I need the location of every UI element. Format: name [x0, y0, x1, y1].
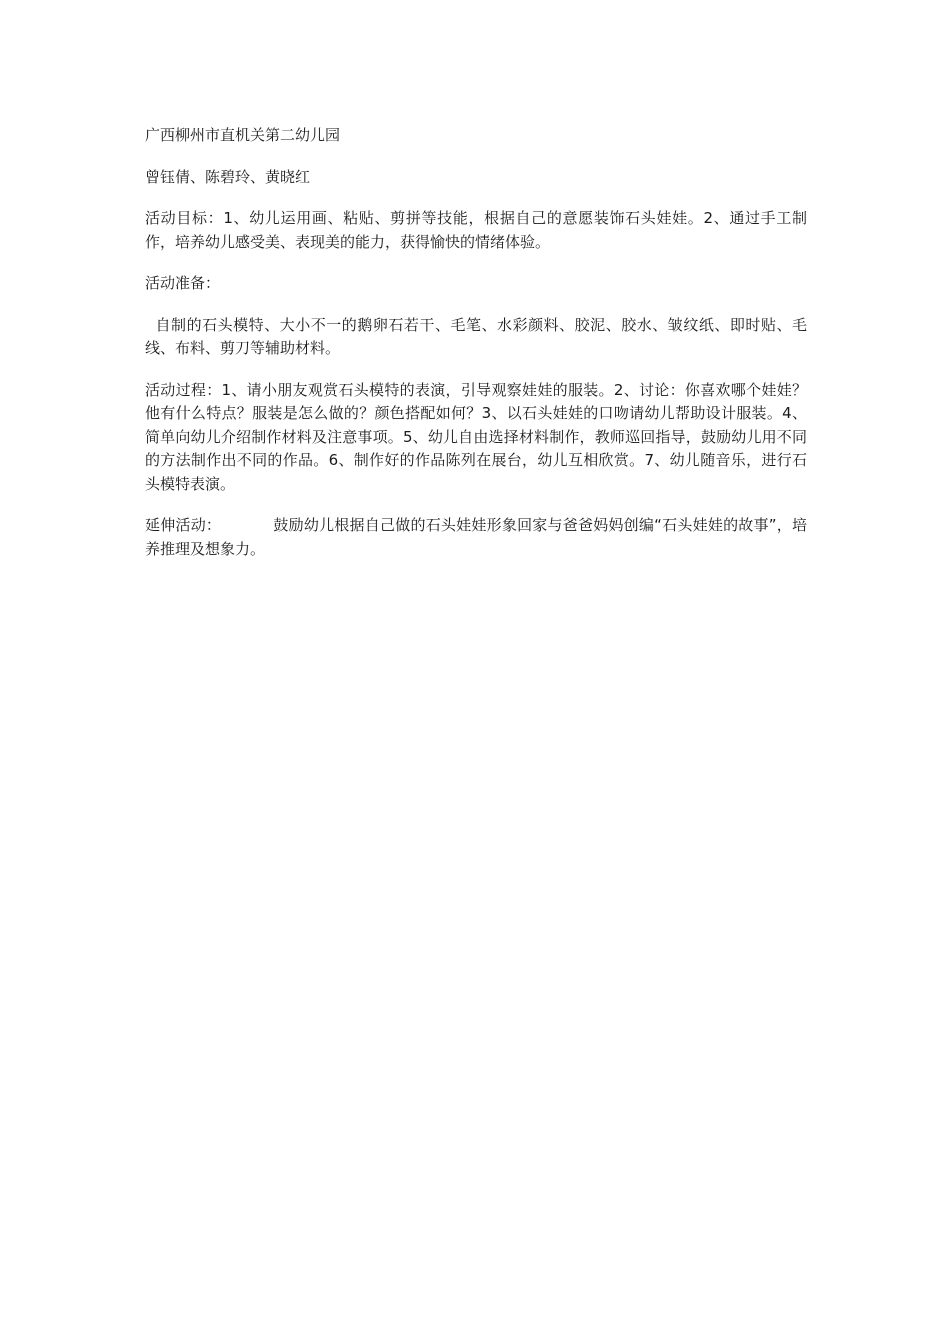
extension-label: 延伸活动：	[145, 516, 222, 534]
preparation-materials	[145, 314, 807, 361]
author-names: 曾钰倩、陈碧玲、黄晓红	[145, 167, 311, 186]
activity-goals: 活动目标：1、幼儿运用画、粘贴、剪拼等技能，根据自己的意愿装饰石头娃娃。2、通过手工制作，培养幼儿感受美、表现美的能力，获得愉快的情绪体验。	[145, 209, 807, 251]
document-body	[145, 124, 807, 579]
extension-text: 鼓励幼儿根据自己做的石头娃娃形象回家与爸爸妈妈创编“石头娃娃的故事”，培养推理及想象力。	[145, 516, 807, 558]
extension-activity	[145, 514, 807, 561]
preparation-materials-text: 自制的石头模特、大小不一的鹅卵石若干、毛笔、水彩颜料、胶泥、胶水、皱纹纸、即时贴、毛线、布料、剪刀等辅助材料。	[145, 315, 807, 357]
preparation-label: 活动准备：	[145, 274, 221, 292]
school-name: 广西柳州市直机关第二幼儿园	[145, 126, 341, 144]
activity-process: 活动过程：1、请小朋友观赏石头模特的表演，引导观察娃娃的服装。2、讨论：你喜欢哪个娃娃？他有什么特点？服装是怎么做的？颜色搭配如何？3、以石头娃娃的口吻请幼儿帮助设计服装。4、简单向幼儿介绍制作材料及注意事项。5、幼儿自由选择材料制作，教师巡回指导，鼓励幼儿用不同的方法制作出不同的作品。6、制作好的作品陈列在展台，幼儿互相欣赏。7、幼儿随音乐，进行石头模特表演。	[145, 380, 807, 493]
